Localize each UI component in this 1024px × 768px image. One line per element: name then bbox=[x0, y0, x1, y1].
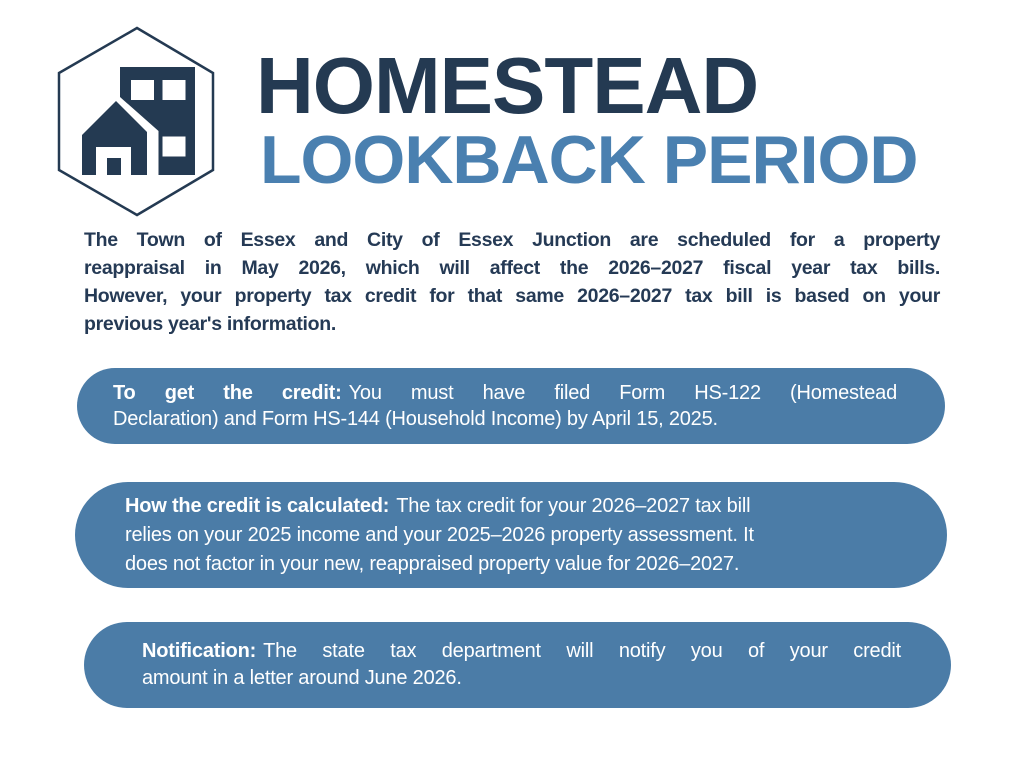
intro-line-1: The Town of Essex and City of Essex Junction are scheduled for a property bbox=[84, 229, 940, 251]
house-building-icon bbox=[82, 67, 195, 175]
card-3-rest: The state tax department will notify you of your credit bbox=[263, 640, 901, 662]
intro-line-3: However, your property tax credit for that same 2026–2027 tax bill is based on your bbox=[84, 285, 940, 307]
card-3-line-2: amount in a letter around June 2026. bbox=[142, 667, 462, 689]
card-1-rest: You must have filed Form HS-122 (Homestead bbox=[348, 382, 897, 404]
card-2-line-2: relies on your 2025 income and your 2025–2026 property assessment. It bbox=[125, 523, 754, 546]
homestead-logo bbox=[55, 25, 218, 217]
card-2-line-1 bbox=[125, 492, 905, 521]
intro-line-2: reappraisal in May 2026, which will affect the 2026–2027 fiscal year tax bills. bbox=[84, 257, 940, 279]
card-2-rest: The tax credit for your 2026–2027 tax bill bbox=[396, 494, 751, 517]
page-title-lookback-period: LOOKBACK PERIOD bbox=[260, 122, 918, 198]
card-to-get-the-credit bbox=[77, 368, 945, 444]
card-2-lead: How the credit is calculated: bbox=[125, 494, 390, 517]
card-notification bbox=[84, 622, 951, 708]
card-2-line-3: does not factor in your new, reappraised property value for 2026–2027. bbox=[125, 552, 740, 575]
card-3-line-1 bbox=[142, 638, 901, 665]
card-1-lead: To get the credit: bbox=[113, 382, 342, 404]
page-title-homestead: HOMESTEAD bbox=[256, 41, 759, 130]
intro-line-4: previous year's information. bbox=[84, 313, 336, 335]
card-1-line-2: Declaration) and Form HS-144 (Household Income) by April 15, 2025. bbox=[113, 408, 718, 430]
card-3-lead: Notification: bbox=[142, 640, 257, 662]
card-1-line-1 bbox=[113, 380, 897, 406]
card-how-credit-calculated bbox=[75, 482, 947, 588]
intro-paragraph bbox=[84, 226, 940, 338]
